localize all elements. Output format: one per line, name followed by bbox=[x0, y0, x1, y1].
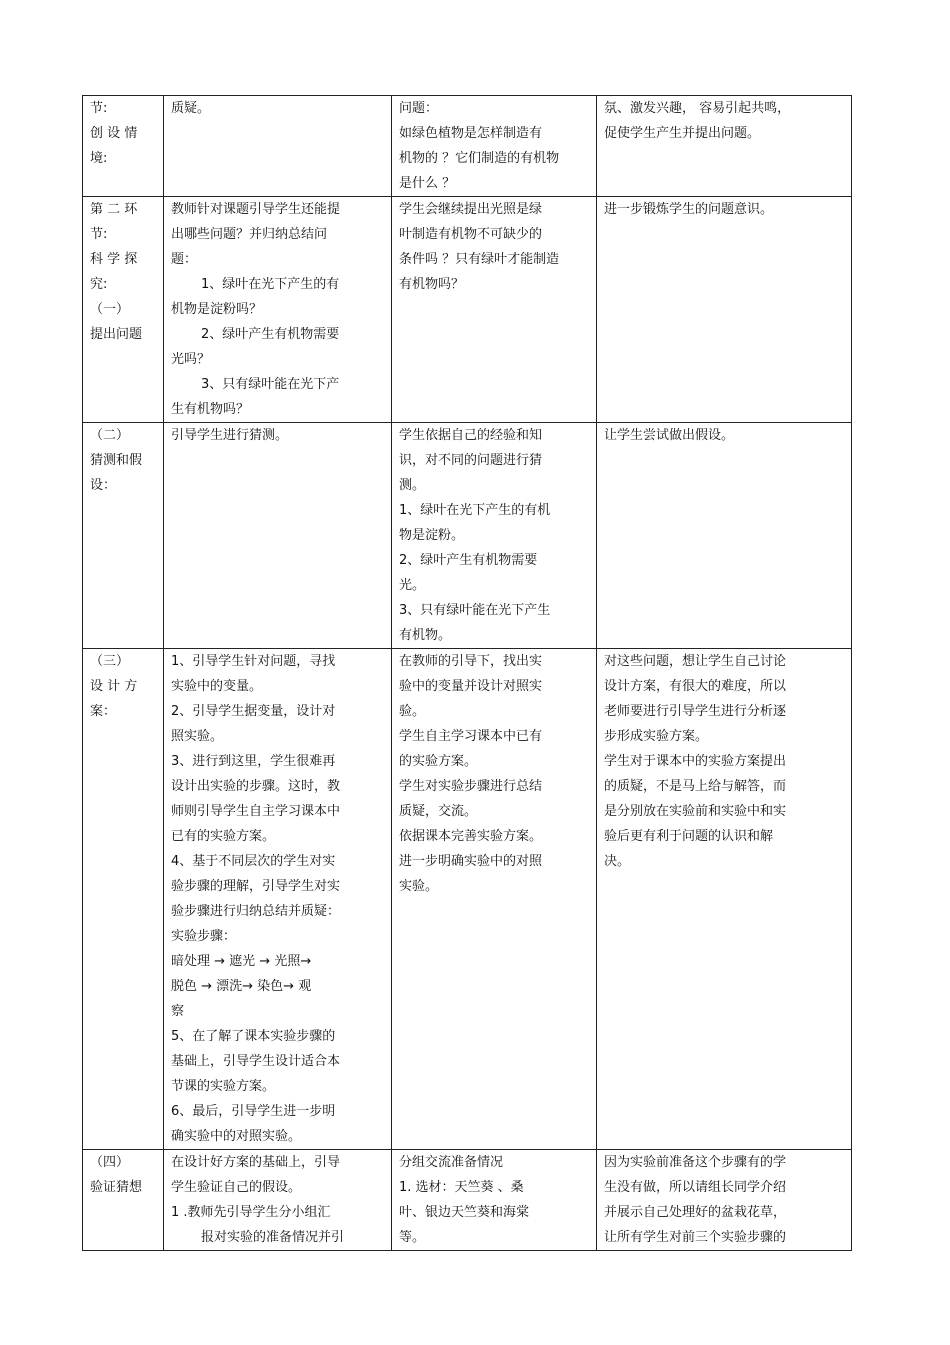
cell-line: 引导学生进行猜测。 bbox=[171, 428, 289, 443]
cell-line: 设计出实验的步骤。这时，教 bbox=[171, 779, 341, 794]
cell-line: 2、绿叶产生有机物需要 bbox=[201, 327, 340, 342]
teacher-activity-cell bbox=[164, 1150, 392, 1251]
cell-line: 设计方案，有很大的难度，所以 bbox=[604, 679, 787, 694]
cell-line: 步形成实验方案。 bbox=[604, 729, 709, 744]
cell-line: 2、绿叶产生有机物需要 bbox=[399, 553, 538, 568]
cell-line: 报对实验的准备情况并引 bbox=[201, 1230, 345, 1245]
cell-line: 分组交流准备情况 bbox=[399, 1155, 504, 1170]
stage-cell bbox=[83, 1150, 164, 1251]
cell-line: 3、只有绿叶能在光下产生 bbox=[399, 603, 551, 618]
stage-cell bbox=[83, 96, 164, 197]
lesson-plan-body bbox=[83, 96, 852, 1251]
cell-line: 学生对实验步骤进行总结 bbox=[399, 779, 543, 794]
cell-line: 6、最后，引导学生进一步明 bbox=[171, 1104, 336, 1119]
table-row-5 bbox=[83, 1150, 852, 1251]
design-intent-cell bbox=[597, 423, 852, 649]
cell-line: 确实验中的对照实验。 bbox=[171, 1129, 302, 1144]
cell-line: （四） bbox=[90, 1155, 130, 1170]
stage-cell bbox=[83, 649, 164, 1150]
cell-line: 验中的变量并设计对照实 bbox=[399, 679, 543, 694]
cell-line: 已有的实验方案。 bbox=[171, 829, 276, 844]
cell-line: 生没有做，所以请组长同学介绍 bbox=[604, 1180, 787, 1195]
cell-line: 的质疑，不是马上给与解答，而 bbox=[604, 779, 787, 794]
cell-line: 学生依据自己的经验和知 bbox=[399, 428, 543, 443]
cell-line: 因为实验前准备这个步骤有的学 bbox=[604, 1155, 787, 1170]
cell-line: 学生对于课本中的实验方案提出 bbox=[604, 754, 787, 769]
teacher-activity-cell bbox=[164, 197, 392, 423]
cell-line: 质疑。 bbox=[171, 101, 211, 116]
cell-line: 光。 bbox=[399, 578, 426, 593]
cell-line: 决。 bbox=[604, 854, 631, 869]
teacher-activity-cell bbox=[164, 649, 392, 1150]
cell-line: 对这些问题，想让学生自己讨论 bbox=[604, 654, 787, 669]
cell-line: 问题： bbox=[399, 101, 439, 116]
student-activity-cell bbox=[392, 197, 597, 423]
stage-cell bbox=[83, 423, 164, 649]
cell-line: 物是淀粉。 bbox=[399, 528, 465, 543]
cell-line: 进一步锻炼学生的问题意识。 bbox=[604, 202, 774, 217]
cell-line: 实验步骤： bbox=[171, 929, 237, 944]
cell-line: 叶、银边天竺葵和海棠 bbox=[399, 1205, 530, 1220]
cell-line: 验步骤进行归纳总结并质疑： bbox=[171, 904, 341, 919]
cell-line: 让所有学生对前三个实验步骤的 bbox=[604, 1230, 787, 1245]
cell-line: 脱色 → 漂洗→ 染色→ 观 bbox=[171, 979, 312, 994]
cell-line: 1. 选材：天竺葵 、桑 bbox=[399, 1180, 524, 1195]
student-activity-cell bbox=[392, 1150, 597, 1251]
teacher-activity-cell bbox=[164, 96, 392, 197]
cell-line: 5、在了解了课本实验步骤的 bbox=[171, 1029, 336, 1044]
stage-cell bbox=[83, 197, 164, 423]
cell-line: 1、引导学生针对问题，寻找 bbox=[171, 654, 336, 669]
cell-line: 依据课本完善实验方案。 bbox=[399, 829, 543, 844]
cell-line: 3、进行到这里，学生很难再 bbox=[171, 754, 336, 769]
cell-line: 验。 bbox=[399, 704, 426, 719]
cell-line: 1 .教师先引导学生分小组汇 bbox=[171, 1205, 331, 1220]
cell-line: 氛、激发兴趣， 容易引起共鸣， bbox=[604, 101, 791, 116]
design-intent-cell bbox=[597, 1150, 852, 1251]
cell-line: 科 学 探 bbox=[90, 252, 138, 267]
cell-line: 生有机物吗？ bbox=[171, 402, 250, 417]
cell-line: 并展示自己处理好的盆栽花草， bbox=[604, 1205, 787, 1220]
cell-line: 1、绿叶在光下产生的有 bbox=[201, 277, 340, 292]
cell-line: 学生自主学习课本中已有 bbox=[399, 729, 543, 744]
cell-line: 察 bbox=[171, 1004, 185, 1019]
cell-line: 质疑，交流。 bbox=[399, 804, 478, 819]
lesson-plan-table bbox=[82, 95, 852, 1251]
cell-line: 出哪些问题？并归纳总结问 bbox=[171, 227, 328, 242]
cell-line: （一） bbox=[90, 302, 130, 317]
table-row-3 bbox=[83, 423, 852, 649]
cell-line: 进一步明确实验中的对照 bbox=[399, 854, 543, 869]
table-row-1 bbox=[83, 96, 852, 197]
cell-line: 猜测和假 bbox=[90, 453, 143, 468]
cell-line: 学生验证自己的假设。 bbox=[171, 1180, 302, 1195]
cell-line: 有机物。 bbox=[399, 628, 452, 643]
cell-line: 测。 bbox=[399, 478, 426, 493]
cell-line: 老师要进行引导学生进行分析逐 bbox=[604, 704, 787, 719]
cell-line: 学生会继续提出光照是绿 bbox=[399, 202, 543, 217]
cell-line: 照实验。 bbox=[171, 729, 224, 744]
cell-line: 等。 bbox=[399, 1230, 426, 1245]
cell-line: 机物的 ？它们制造的有机物 bbox=[399, 151, 560, 166]
cell-line: 境: bbox=[90, 151, 108, 166]
cell-line: 验步骤的理解，引导学生对实 bbox=[171, 879, 341, 894]
table-row-4 bbox=[83, 649, 852, 1150]
cell-line: 题： bbox=[171, 252, 198, 267]
cell-line: 节: bbox=[90, 227, 108, 242]
table-row-2 bbox=[83, 197, 852, 423]
cell-line: 光吗？ bbox=[171, 352, 211, 367]
cell-line: 2、引导学生据变量，设计对 bbox=[171, 704, 336, 719]
cell-line: （三） bbox=[90, 654, 130, 669]
cell-line: 3、只有绿叶能在光下产 bbox=[201, 377, 340, 392]
cell-line: 在设计好方案的基础上，引导 bbox=[171, 1155, 341, 1170]
design-intent-cell bbox=[597, 96, 852, 197]
student-activity-cell bbox=[392, 649, 597, 1150]
teacher-activity-cell bbox=[164, 423, 392, 649]
cell-line: 叶制造有机物不可缺少的 bbox=[399, 227, 543, 242]
design-intent-cell bbox=[597, 649, 852, 1150]
cell-line: 是什么 ？ bbox=[399, 176, 456, 191]
student-activity-cell bbox=[392, 96, 597, 197]
cell-line: 条件吗 ？只有绿叶才能制造 bbox=[399, 252, 560, 267]
cell-line: 师则引导学生自主学习课本中 bbox=[171, 804, 341, 819]
cell-line: 1、绿叶在光下产生的有机 bbox=[399, 503, 551, 518]
cell-line: 如绿色植物是怎样制造有 bbox=[399, 126, 543, 141]
cell-line: 4、基于不同层次的学生对实 bbox=[171, 854, 336, 869]
cell-line: 机物是淀粉吗？ bbox=[171, 302, 263, 317]
cell-line: 创 设 情 bbox=[90, 126, 138, 141]
cell-line: 设： bbox=[90, 478, 117, 493]
cell-line: 让学生尝试做出假设。 bbox=[604, 428, 735, 443]
cell-line: 案： bbox=[90, 704, 117, 719]
cell-line: 提出问题 bbox=[90, 327, 143, 342]
cell-line: 究: bbox=[90, 277, 108, 292]
cell-line: 实验。 bbox=[399, 879, 439, 894]
cell-line: （二） bbox=[90, 428, 130, 443]
cell-line: 节: bbox=[90, 101, 108, 116]
cell-line: 节课的实验方案。 bbox=[171, 1079, 276, 1094]
cell-line: 识，对不同的问题进行猜 bbox=[399, 453, 543, 468]
cell-line: 教师针对课题引导学生还能提 bbox=[171, 202, 341, 217]
cell-line: 是分别放在实验前和实验中和实 bbox=[604, 804, 787, 819]
cell-line: 的实验方案。 bbox=[399, 754, 478, 769]
cell-line: 在教师的引导下，找出实 bbox=[399, 654, 543, 669]
cell-line: 基础上，引导学生设计适合本 bbox=[171, 1054, 341, 1069]
cell-line: 设 计 方 bbox=[90, 679, 138, 694]
cell-line: 暗处理 → 遮光 → 光照→ bbox=[171, 954, 312, 969]
cell-line: 实验中的变量。 bbox=[171, 679, 263, 694]
student-activity-cell bbox=[392, 423, 597, 649]
cell-line: 有机物吗？ bbox=[399, 277, 465, 292]
cell-line: 促使学生产生并提出问题。 bbox=[604, 126, 761, 141]
cell-line: 验后更有利于问题的认识和解 bbox=[604, 829, 774, 844]
cell-line: 第 二 环 bbox=[90, 202, 138, 217]
cell-line: 验证猜想 bbox=[90, 1180, 143, 1195]
design-intent-cell bbox=[597, 197, 852, 423]
